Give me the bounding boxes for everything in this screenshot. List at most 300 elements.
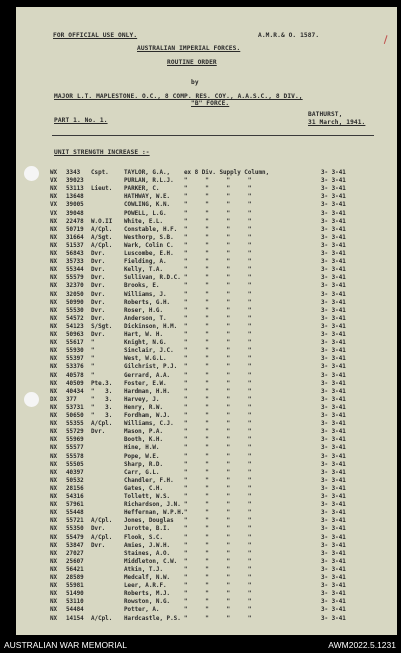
row-number: 40509	[66, 380, 84, 387]
table-row	[16, 193, 397, 201]
row-rank: Dvr.	[91, 259, 106, 266]
row-name: POWELL, L.G.	[124, 210, 167, 217]
row-date: 3- 3-41	[321, 575, 346, 581]
row-ditto: " " " "	[184, 518, 252, 525]
row-number: 32050	[66, 291, 84, 298]
row-prefix: NX	[50, 583, 58, 590]
row-prefix: NX	[50, 242, 58, 249]
row-name: Medcalf, N.W.	[124, 575, 171, 581]
row-ditto: " " " "	[184, 242, 252, 249]
row-prefix: NX	[50, 340, 58, 347]
row-prefix: NX	[50, 194, 58, 201]
row-rank: Dvr.	[91, 315, 106, 322]
table-row	[16, 412, 397, 420]
table-row	[16, 469, 397, 477]
table-row	[16, 428, 397, 436]
row-name: Williams, J.	[124, 291, 167, 298]
row-prefix: NX	[50, 485, 58, 492]
row-date: 3- 3-41	[321, 599, 346, 606]
row-prefix: NX	[50, 291, 58, 298]
row-name: Constable, H.F.	[124, 226, 178, 233]
table-row	[16, 558, 397, 566]
row-name: Mason, P.A.	[124, 429, 164, 436]
row-date: 3- 3-41	[321, 242, 346, 249]
row-prefix: NX	[50, 437, 58, 444]
row-number: 55355	[66, 421, 84, 428]
footer-credit: AUSTRALIAN WAR MEMORIAL	[4, 640, 127, 650]
row-rank: Dvr.	[91, 251, 106, 257]
row-number: 55578	[66, 453, 84, 460]
row-ditto: " " " "	[184, 429, 252, 436]
table-row	[16, 606, 397, 614]
row-name: Flook, S.C.	[124, 534, 164, 541]
row-prefix: NX	[50, 558, 58, 565]
row-prefix: NX	[50, 348, 58, 355]
row-prefix: NX	[50, 186, 58, 193]
table-row	[16, 291, 397, 299]
row-number: 27027	[66, 550, 84, 557]
row-name: Harvey, J.	[124, 396, 160, 403]
table-row	[16, 420, 397, 428]
row-rank: A/Cpl.	[91, 615, 113, 622]
row-number: 28589	[66, 575, 84, 581]
row-rank: " 3.	[91, 413, 113, 419]
row-number: 50990	[66, 299, 84, 306]
row-ditto: " " " "	[184, 202, 252, 209]
row-name: Gilchrist, P.J.	[124, 364, 178, 371]
row-ditto: " " " "	[184, 251, 252, 257]
row-prefix: NX	[50, 364, 58, 371]
row-number: 55617	[66, 340, 84, 347]
row-number: 50532	[66, 477, 84, 484]
table-row	[16, 307, 397, 315]
row-number: 22478	[66, 218, 84, 225]
table-row	[16, 534, 397, 542]
table-row	[16, 598, 397, 606]
table-row	[16, 509, 397, 517]
row-ditto: " " " "	[184, 461, 252, 468]
row-name: West, W.G.L.	[124, 356, 167, 363]
row-number: 54484	[66, 607, 84, 614]
row-prefix: NX	[50, 267, 58, 274]
row-name: Fielding, A.	[124, 259, 167, 266]
row-date: 3- 3-41	[321, 356, 346, 363]
row-date: 3- 3-41	[321, 234, 346, 241]
row-name: Roberts, M.J.	[124, 591, 171, 598]
table-row	[16, 218, 397, 226]
row-date: 3- 3-41	[321, 267, 346, 274]
row-prefix: NX	[50, 315, 58, 322]
table-row	[16, 201, 397, 209]
row-prefix: NX	[50, 461, 58, 468]
row-prefix: NX	[50, 234, 58, 241]
row-date: 3- 3-41	[321, 477, 346, 484]
row-name: Wark, Colin C.	[124, 242, 174, 249]
table-row	[16, 574, 397, 582]
row-number: 55930	[66, 348, 84, 355]
row-name: Atkin, T.J.	[124, 566, 164, 573]
row-ditto: ex 8 Div. Supply Column,	[184, 170, 270, 176]
table-row	[16, 582, 397, 590]
table-row	[16, 177, 397, 185]
row-name: Henry, R.W.	[124, 404, 164, 411]
row-number: 39048	[66, 210, 84, 217]
row-ditto: " " " "	[184, 437, 252, 444]
row-name: Staines, A.O.	[124, 550, 171, 557]
row-number: 55344	[66, 267, 84, 274]
row-date: 3- 3-41	[321, 461, 346, 468]
row-ditto: " " " "	[184, 275, 252, 282]
form-number: A.M.R.& O. 1587.	[258, 32, 320, 39]
row-prefix: NX	[50, 356, 58, 363]
row-number: 40397	[66, 469, 84, 476]
table-row	[16, 266, 397, 274]
row-date: 3- 3-41	[321, 226, 346, 233]
row-prefix: VX	[50, 210, 58, 217]
table-row	[16, 274, 397, 282]
row-prefix: WX	[50, 170, 58, 176]
row-rank: A/Cpl.	[91, 242, 113, 249]
row-date: 3- 3-41	[321, 550, 346, 557]
row-name: Amies, J.W.H.	[124, 542, 171, 549]
place: BATHURST,	[308, 111, 343, 118]
row-date: 3- 3-41	[321, 542, 346, 549]
row-name: White, E.L.	[124, 218, 164, 225]
footer-bar	[0, 639, 401, 653]
row-date: 3- 3-41	[321, 218, 346, 225]
row-ditto: " " " "	[184, 307, 252, 314]
table-row	[16, 566, 397, 574]
row-rank: Dvr.	[91, 542, 106, 549]
row-prefix: NX	[50, 307, 58, 314]
issuer-line: MAJOR L.T. MAPLESTONE. O.C., 8 COMP. RES. COY., A.A.S.C., 8 DIV.,	[54, 93, 303, 100]
row-ditto: " " " "	[184, 234, 252, 241]
row-date: 3- 3-41	[321, 615, 346, 622]
row-prefix: VX	[50, 202, 58, 209]
row-ditto: " " " "	[184, 542, 252, 549]
row-ditto: " " " "	[184, 550, 252, 557]
row-date: 3- 3-41	[321, 445, 346, 452]
row-date: 3- 3-41	[321, 518, 346, 525]
row-ditto: " " " "	[184, 469, 252, 476]
row-date: 3- 3-41	[321, 437, 346, 444]
row-ditto: " " " "	[184, 599, 252, 606]
row-number: 55350	[66, 526, 84, 533]
row-date: 3- 3-41	[321, 259, 346, 266]
row-number: 57961	[66, 502, 84, 509]
row-rank: Dvr.	[91, 332, 106, 338]
row-date: 3- 3-41	[321, 526, 346, 533]
row-ditto: " " " "	[184, 421, 252, 428]
row-number: 55729	[66, 429, 84, 436]
row-ditto: " " " "	[184, 413, 252, 419]
row-name: PURLAN, R.L.J.	[124, 178, 174, 185]
row-number: 50963	[66, 332, 84, 338]
row-name: Richardson, J.N.	[124, 502, 181, 509]
row-date: 3- 3-41	[321, 186, 346, 193]
row-name: Westhorp, S.B.	[124, 234, 174, 241]
row-date: 3- 3-41	[321, 178, 346, 185]
row-number: 53847	[66, 542, 84, 549]
row-number: 3343	[66, 170, 81, 176]
row-name: TAYLOR, G.A.,	[124, 170, 171, 176]
row-number: 53110	[66, 599, 84, 606]
row-name: Roberts, G.H.	[124, 299, 171, 306]
row-prefix: NX	[50, 275, 58, 282]
row-name: PARKER, C.	[124, 186, 160, 193]
row-rank: Dvr.	[91, 275, 106, 282]
row-number: 32370	[66, 283, 84, 290]
row-prefix: NX	[50, 510, 58, 517]
document-title: ROUTINE ORDER	[167, 59, 217, 66]
row-prefix: VX	[50, 178, 58, 185]
row-ditto: " " " "	[184, 615, 252, 622]
row-rank: " 3.	[91, 396, 113, 403]
row-ditto: " " " "	[184, 566, 252, 573]
row-ditto: " " " "	[184, 356, 252, 363]
row-date: 3- 3-41	[321, 485, 346, 492]
table-row	[16, 517, 397, 525]
row-name: Anderson, T.	[124, 315, 167, 322]
row-name: Hardman, H.H.	[124, 388, 171, 395]
row-name: Hardcastle, P.S.	[124, 615, 181, 622]
row-date: 3- 3-41	[321, 332, 346, 338]
table-row	[16, 444, 397, 452]
row-prefix: NX	[50, 332, 58, 338]
table-row	[16, 185, 397, 193]
table-row	[16, 234, 397, 242]
table-row	[16, 282, 397, 290]
row-date: 3- 3-41	[321, 534, 346, 541]
row-number: 39005	[66, 202, 84, 209]
row-number: 55448	[66, 510, 84, 517]
row-date: 3- 3-41	[321, 291, 346, 298]
row-name: Hine, H.W.	[124, 445, 160, 452]
row-number: 54316	[66, 494, 84, 500]
table-row	[16, 169, 397, 177]
table-row	[16, 501, 397, 509]
row-ditto: " " " "	[184, 299, 252, 306]
row-name: Sullivan, R.D.C.	[124, 275, 181, 282]
row-number: 55577	[66, 445, 84, 452]
table-row	[16, 615, 397, 623]
row-prefix: NX	[50, 404, 58, 411]
row-rank: Lieut.	[91, 186, 113, 193]
row-rank: S/Sgt.	[91, 323, 113, 330]
row-name: Pope, W.E.	[124, 453, 160, 460]
row-date: 3- 3-41	[321, 566, 346, 573]
table-row	[16, 372, 397, 380]
table-row	[16, 226, 397, 234]
row-number: 55969	[66, 437, 84, 444]
row-rank: A/Cpl.	[91, 421, 113, 428]
row-rank: Dvr.	[91, 283, 106, 290]
row-date: 3- 3-41	[321, 558, 346, 565]
row-name: COWLING, K.N.	[124, 202, 171, 209]
force-heading: AUSTRALIAN IMPERIAL FORCES.	[137, 45, 241, 52]
row-ditto: " " " "	[184, 186, 252, 193]
row-number: 55721	[66, 518, 84, 525]
table-row	[16, 404, 397, 412]
row-number: 54572	[66, 315, 84, 322]
row-name: Leer, A.R.F.	[124, 583, 167, 590]
table-row	[16, 461, 397, 469]
table-row	[16, 258, 397, 266]
row-rank: Dvr.	[91, 429, 106, 436]
row-number: 53376	[66, 364, 84, 371]
row-name: Middleton, C.W.	[124, 558, 178, 565]
table-row	[16, 250, 397, 258]
row-number: 13648	[66, 194, 84, 201]
table-row	[16, 388, 397, 396]
row-name: Fordham, W.J.	[124, 413, 171, 419]
row-ditto: " " " "	[184, 348, 252, 355]
row-name: Brooks, E.	[124, 283, 160, 290]
table-row	[16, 396, 397, 404]
row-number: 28156	[66, 485, 84, 492]
row-name: HATHWAY, W.E.	[124, 194, 171, 201]
row-date: 3- 3-41	[321, 453, 346, 460]
row-ditto: " " " "	[184, 226, 252, 233]
row-date: 3- 3-41	[321, 299, 346, 306]
row-number: 55981	[66, 583, 84, 590]
row-ditto: " " " "	[184, 323, 252, 330]
row-rank: "	[91, 340, 95, 347]
row-prefix: NX	[50, 566, 58, 573]
row-date: 3- 3-41	[321, 607, 346, 614]
row-rank: Dvr.	[91, 291, 106, 298]
row-prefix: NX	[50, 542, 58, 549]
row-prefix: NX	[50, 251, 58, 257]
row-ditto: " " " "	[184, 477, 252, 484]
row-ditto: " " " "	[184, 591, 252, 598]
row-number: 50650	[66, 413, 84, 419]
footer-accession: AWM2022.5.1231	[328, 640, 396, 650]
row-date: 3- 3-41	[321, 202, 346, 209]
row-rank: "	[91, 356, 95, 363]
row-prefix: NX	[50, 599, 58, 606]
row-name: Jones, Douglas	[124, 518, 174, 525]
row-ditto: " " " "	[184, 194, 252, 201]
row-rank: "	[91, 348, 95, 355]
row-ditto: " " " "	[184, 340, 252, 347]
row-date: 3- 3-41	[321, 421, 346, 428]
row-name: Knight, N.G.	[124, 340, 167, 347]
row-prefix: NX	[50, 550, 58, 557]
row-name: Roser, H.G.	[124, 307, 164, 314]
table-row	[16, 590, 397, 598]
row-prefix: NX	[50, 413, 58, 419]
table-row	[16, 436, 397, 444]
row-ditto: " " " "	[184, 218, 252, 225]
row-date: 3- 3-41	[321, 307, 346, 314]
row-date: 3- 3-41	[321, 388, 346, 395]
row-date: 3- 3-41	[321, 372, 346, 379]
row-number: 31664	[66, 234, 84, 241]
row-number: 56843	[66, 251, 84, 257]
row-prefix: NX	[50, 380, 58, 387]
row-name: Gerrard, A.A.	[124, 372, 171, 379]
table-row	[16, 493, 397, 501]
row-ditto: " " " "	[184, 332, 252, 338]
row-rank: Dvr.	[91, 299, 106, 306]
row-number: 39023	[66, 178, 84, 185]
row-ditto: " " " "	[184, 315, 252, 322]
row-name: Hart, W. H.	[124, 332, 164, 338]
red-pencil-mark	[384, 35, 393, 46]
row-rank: "	[91, 372, 95, 379]
row-prefix: NX	[50, 445, 58, 452]
row-ditto: " " " "	[184, 502, 252, 509]
row-prefix: NX	[50, 502, 58, 509]
row-rank: Pte.3.	[91, 380, 113, 387]
row-ditto: " " " "	[184, 485, 252, 492]
row-date: 3- 3-41	[321, 283, 346, 290]
row-prefix: NX	[50, 607, 58, 614]
row-date: 3- 3-41	[321, 429, 346, 436]
row-prefix: NX	[50, 259, 58, 266]
document-page	[16, 7, 397, 635]
row-name: Booth, K.H.	[124, 437, 164, 444]
row-prefix: NX	[50, 218, 58, 225]
row-ditto: " " " "	[184, 259, 252, 266]
row-ditto: " " " "	[184, 558, 252, 565]
row-rank: W.O.II	[91, 218, 113, 225]
row-prefix: NX	[50, 518, 58, 525]
row-rank: A/Cpl.	[91, 518, 113, 525]
table-row	[16, 550, 397, 558]
row-date: 3- 3-41	[321, 404, 346, 411]
row-name: Sinclair, J.C.	[124, 348, 174, 355]
row-prefix: NX	[50, 323, 58, 330]
table-row	[16, 242, 397, 250]
row-name: Kelly, T.A.	[124, 267, 164, 274]
row-ditto: " " " "	[184, 404, 252, 411]
row-prefix: NX	[50, 469, 58, 476]
row-name: Jurotte, B.I.	[124, 526, 171, 533]
table-row	[16, 485, 397, 493]
part-number: PART 1. No. 1.	[54, 117, 108, 124]
table-row	[16, 331, 397, 339]
row-rank: A/Cpl.	[91, 226, 113, 233]
row-name: Foster, E.W.	[124, 380, 167, 387]
row-number: 40434	[66, 388, 84, 395]
document-date: 31 March, 1941.	[308, 119, 366, 126]
row-name: Rowston, N.G.	[124, 599, 171, 606]
row-prefix: DX	[50, 396, 58, 403]
issuer-force: "B" FORCE.	[191, 100, 230, 107]
row-ditto: " " " "	[184, 534, 252, 541]
row-name: Chandler, F.H.	[124, 477, 174, 484]
row-prefix: NX	[50, 283, 58, 290]
row-number: 35733	[66, 259, 84, 266]
row-number: 53113	[66, 186, 84, 193]
table-row	[16, 525, 397, 533]
row-date: 3- 3-41	[321, 591, 346, 598]
table-row	[16, 315, 397, 323]
row-rank: A/Cpl.	[91, 534, 113, 541]
row-ditto: " " " "	[184, 575, 252, 581]
row-rank: " 3.	[91, 404, 113, 411]
row-prefix: NX	[50, 388, 58, 395]
row-rank: Dvr.	[91, 307, 106, 314]
row-rank: A/Sgt.	[91, 234, 113, 241]
row-number: 55530	[66, 307, 84, 314]
row-number: 55579	[66, 275, 84, 282]
row-date: 3- 3-41	[321, 380, 346, 387]
row-prefix: NX	[50, 429, 58, 436]
row-number: 55479	[66, 534, 84, 541]
